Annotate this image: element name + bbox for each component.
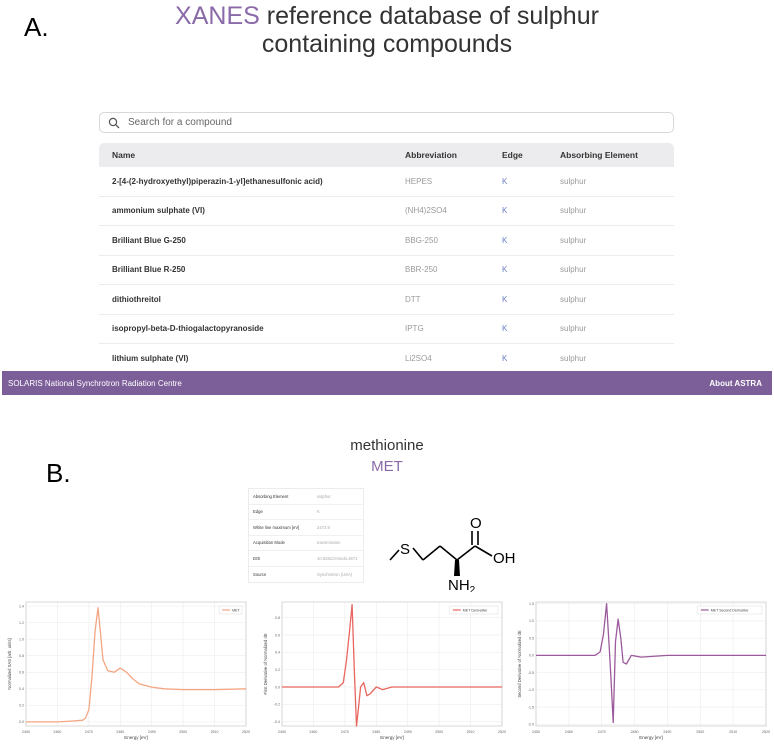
y-tick-label: -1.5 bbox=[527, 705, 534, 710]
header-absorbing-element[interactable]: Absorbing Element bbox=[560, 150, 638, 160]
series-line bbox=[536, 604, 766, 723]
y-tick-label: 0.2 bbox=[19, 703, 24, 708]
info-row bbox=[249, 505, 363, 521]
x-tick-label: 2470 bbox=[597, 730, 606, 734]
info-value: Synchrotron (USA) bbox=[317, 571, 353, 577]
y-tick-label: 1.0 bbox=[529, 619, 534, 624]
x-tick-label: 2490 bbox=[147, 730, 156, 734]
info-value[interactable]: 10.5281/zenodo.4671 bbox=[317, 555, 358, 561]
info-key: Absorbing Element bbox=[253, 493, 289, 499]
first-derivative-chart bbox=[256, 596, 508, 748]
cell-name: Brilliant Blue R-250 bbox=[112, 265, 186, 275]
header-edge[interactable]: Edge bbox=[502, 150, 523, 160]
atom-sulfur: S bbox=[400, 541, 411, 558]
xas-spectrum-chart bbox=[0, 596, 252, 748]
group-hydroxyl: OH bbox=[493, 550, 516, 567]
y-tick-label: 0.4 bbox=[275, 650, 280, 655]
y-tick-label: 0.8 bbox=[275, 615, 280, 620]
cell-edge: K bbox=[502, 206, 508, 216]
wedge-bond bbox=[454, 560, 460, 576]
cell-element: sulphur bbox=[560, 353, 587, 363]
x-tick-label: 2460 bbox=[53, 730, 62, 734]
y-tick-label: -0.5 bbox=[527, 670, 534, 675]
about-link[interactable]: About ASTRA bbox=[709, 378, 762, 388]
y-tick-label: 0.5 bbox=[529, 636, 534, 641]
table-row[interactable] bbox=[99, 226, 674, 256]
y-axis-label: Normalized XAS [arb. units] bbox=[7, 638, 12, 690]
cell-abbreviation: (NH4)2SO4 bbox=[405, 206, 447, 216]
cell-element: sulphur bbox=[560, 265, 587, 275]
x-tick-label: 2490 bbox=[663, 730, 672, 734]
x-tick-label: 2520 bbox=[762, 730, 770, 734]
footer-org-link[interactable]: SOLARIS National Synchrotron Radiation Centre bbox=[8, 378, 182, 388]
table-row[interactable] bbox=[99, 256, 674, 286]
info-row bbox=[249, 536, 363, 552]
cell-element: sulphur bbox=[560, 324, 587, 334]
search-icon bbox=[108, 117, 120, 129]
y-tick-label: -0.2 bbox=[273, 702, 280, 707]
cell-edge: K bbox=[502, 176, 508, 186]
y-tick-label: 0.0 bbox=[529, 653, 534, 658]
y-tick-label: -0.4 bbox=[273, 719, 280, 724]
y-tick-label: 0.6 bbox=[19, 670, 24, 675]
molecule-structure bbox=[384, 510, 534, 592]
info-value: 2472.9 bbox=[317, 524, 330, 530]
x-tick-label: 2450 bbox=[532, 730, 540, 734]
cell-abbreviation: HEPES bbox=[405, 176, 433, 186]
x-tick-label: 2500 bbox=[696, 730, 705, 734]
plot-frame bbox=[282, 602, 502, 726]
x-tick-label: 2490 bbox=[403, 730, 412, 734]
x-tick-label: 2480 bbox=[116, 730, 125, 734]
info-key: DOI bbox=[253, 555, 261, 561]
compound-abbreviation: MET bbox=[371, 458, 403, 475]
page-title bbox=[0, 2, 774, 58]
y-tick-label: 1.4 bbox=[19, 604, 24, 609]
y-tick-label: 0.0 bbox=[275, 685, 280, 690]
x-tick-label: 2510 bbox=[210, 730, 219, 734]
search-input[interactable] bbox=[128, 117, 648, 128]
y-tick-label: 0.4 bbox=[19, 687, 24, 692]
second-derivative-chart bbox=[510, 596, 772, 748]
y-tick-label: 1.0 bbox=[19, 637, 24, 642]
legend-label: MET Derivative bbox=[462, 608, 488, 613]
cell-name: 2-[4-(2-hydroxyethyl)piperazin-1-yl]ethanesulfonic acid) bbox=[112, 176, 323, 186]
y-tick-label: 0.6 bbox=[275, 633, 280, 638]
cell-abbreviation: BBR-250 bbox=[405, 265, 438, 275]
compound-table bbox=[99, 143, 674, 374]
x-tick-label: 2500 bbox=[435, 730, 444, 734]
cell-edge: K bbox=[502, 324, 508, 334]
legend-label: MET Second Derivative bbox=[710, 608, 749, 613]
panel-label-b: B. bbox=[46, 458, 71, 488]
cell-element: sulphur bbox=[560, 206, 587, 216]
x-tick-label: 2500 bbox=[179, 730, 188, 734]
x-axis-label: Energy [eV] bbox=[124, 735, 148, 740]
cell-abbreviation: IPTG bbox=[405, 324, 424, 334]
table-header bbox=[99, 143, 674, 167]
y-axis-label: First Derivative of Normalized dE bbox=[263, 633, 268, 695]
cell-edge: K bbox=[502, 265, 508, 275]
compound-name: methionine bbox=[350, 437, 424, 454]
info-value: K bbox=[317, 509, 320, 515]
x-tick-label: 2450 bbox=[278, 730, 286, 734]
y-tick-label: 0.2 bbox=[275, 667, 280, 672]
x-tick-label: 2520 bbox=[242, 730, 250, 734]
footer-bar bbox=[2, 371, 772, 395]
plot-frame bbox=[536, 602, 766, 726]
x-tick-label: 2450 bbox=[22, 730, 30, 734]
table-row[interactable] bbox=[99, 167, 674, 197]
y-tick-label: -2.0 bbox=[527, 722, 534, 727]
cell-edge: K bbox=[502, 235, 508, 245]
x-tick-label: 2460 bbox=[309, 730, 318, 734]
cell-name: ammonium sulphate (VI) bbox=[112, 206, 205, 216]
cell-edge: K bbox=[502, 353, 508, 363]
x-tick-label: 2480 bbox=[372, 730, 381, 734]
y-tick-label: 0.8 bbox=[19, 654, 24, 659]
title-line2: containing compounds bbox=[261, 30, 513, 58]
group-amine bbox=[448, 577, 476, 592]
info-row bbox=[249, 551, 363, 567]
cell-element: sulphur bbox=[560, 294, 587, 304]
y-tick-label: 1.5 bbox=[529, 602, 534, 607]
x-tick-label: 2520 bbox=[498, 730, 506, 734]
x-axis-label: Energy [eV] bbox=[380, 735, 404, 740]
x-axis-label: Energy [eV] bbox=[639, 735, 663, 740]
cell-element: sulphur bbox=[560, 176, 587, 186]
info-key: Source bbox=[253, 571, 267, 577]
amine-subscript: 2 bbox=[469, 585, 476, 592]
header-name[interactable]: Name bbox=[112, 150, 136, 160]
info-value: sulphur bbox=[317, 493, 331, 499]
cell-element: sulphur bbox=[560, 235, 587, 245]
compound-info-table bbox=[248, 488, 364, 583]
table-row[interactable] bbox=[99, 197, 674, 227]
amine-nh: NH bbox=[448, 577, 470, 592]
cell-abbreviation: DTT bbox=[405, 294, 421, 304]
cell-name: isopropyl-beta-D-thiogalactopyranoside bbox=[112, 324, 264, 334]
cell-abbreviation: Li2SO4 bbox=[405, 353, 432, 363]
x-tick-label: 2510 bbox=[466, 730, 475, 734]
plot-frame bbox=[26, 602, 246, 726]
atom-oxygen: O bbox=[470, 515, 482, 532]
cell-abbreviation: BBG-250 bbox=[405, 235, 438, 245]
x-tick-label: 2470 bbox=[84, 730, 93, 734]
info-value: transmission bbox=[317, 540, 341, 546]
table-row[interactable] bbox=[99, 315, 674, 345]
info-row bbox=[249, 520, 363, 536]
y-tick-label: -1.0 bbox=[527, 688, 534, 693]
info-key: Acquisition Mode bbox=[253, 540, 285, 546]
cell-name: lithium sulphate (VI) bbox=[112, 353, 189, 363]
cell-name: Brilliant Blue G-250 bbox=[112, 235, 186, 245]
info-row bbox=[249, 567, 363, 583]
title-accent: XANES bbox=[175, 2, 260, 30]
y-tick-label: 1.2 bbox=[19, 620, 24, 625]
info-key: Edge bbox=[253, 509, 263, 515]
x-tick-label: 2460 bbox=[564, 730, 573, 734]
title-line1: reference database of sulphur bbox=[259, 2, 599, 30]
series-line bbox=[282, 605, 502, 726]
y-tick-label: 0.0 bbox=[19, 720, 24, 725]
info-key: White line maximum [eV] bbox=[253, 524, 300, 530]
cell-name: dithiothreitol bbox=[112, 294, 161, 304]
y-axis-label: Second Derivative of Normalized dE bbox=[517, 630, 522, 698]
panel-label-a: A. bbox=[24, 12, 49, 42]
cell-edge: K bbox=[502, 294, 508, 304]
info-row bbox=[249, 489, 363, 505]
search-bar[interactable] bbox=[99, 112, 674, 133]
series-line bbox=[26, 608, 246, 722]
header-abbreviation[interactable]: Abbreviation bbox=[405, 150, 457, 160]
x-tick-label: 2470 bbox=[340, 730, 349, 734]
x-tick-label: 2480 bbox=[630, 730, 639, 734]
table-row[interactable] bbox=[99, 344, 674, 374]
x-tick-label: 2510 bbox=[729, 730, 738, 734]
legend-label: MET bbox=[232, 608, 240, 613]
table-row[interactable] bbox=[99, 285, 674, 315]
